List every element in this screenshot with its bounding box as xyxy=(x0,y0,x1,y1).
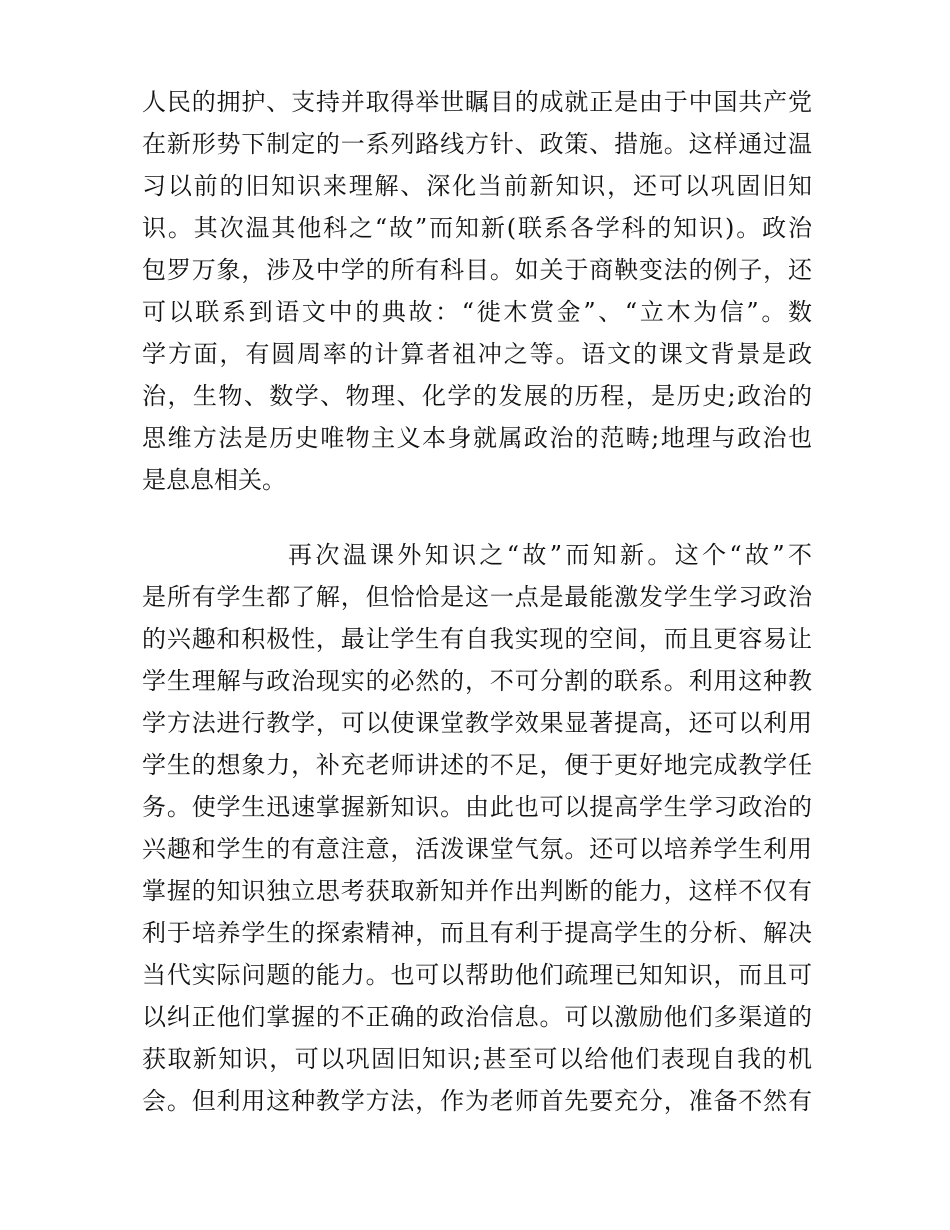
text-line: 学生的想象力，补充老师讲述的不足，便于更好地完成教学任 xyxy=(142,751,812,779)
text-line: 可以联系到语文中的典故：“徙木赏金”、“立木为信”。数 xyxy=(142,298,812,326)
text-line: 治，生物、数学、物理、化学的发展的历程，是历史;政治的 xyxy=(142,382,812,410)
text-line: 在新形势下制定的一系列路线方针、政策、措施。这样通过温 xyxy=(142,130,812,158)
text-line: 务。使学生迅速掌握新知识。由此也可以提高学生学习政治的 xyxy=(142,793,812,821)
text-line: 思维方法是历史唯物主义本身就属政治的范畴;地理与政治也 xyxy=(142,424,812,452)
text-line: 包罗万象，涉及中学的所有科目。如关于商鞅变法的例子，还 xyxy=(142,256,812,284)
text-line: 是息息相关。 xyxy=(142,466,286,494)
text-line: 会。但利用这种教学方法，作为老师首先要充分，准备不然有 xyxy=(142,1087,812,1115)
text-line: 识。其次温其他科之“故”而知新(联系各学科的知识)。政治 xyxy=(142,214,812,242)
paragraph-2 xyxy=(142,534,812,1122)
text-line: 的兴趣和积极性，最让学生有自我实现的空间，而且更容易让 xyxy=(142,625,812,653)
text-line: 习以前的旧知识来理解、深化当前新知识，还可以巩固旧知 xyxy=(142,172,812,200)
text-line: 获取新知识，可以巩固旧知识;甚至可以给他们表现自我的机 xyxy=(142,1045,812,1073)
text-line: 学方法进行教学，可以使课堂教学效果显著提高，还可以利用 xyxy=(142,709,812,737)
text-line: 以纠正他们掌握的不正确的政治信息。可以激励他们多渠道的 xyxy=(142,1003,812,1031)
text-line: 人民的拥护、支持并取得举世瞩目的成就正是由于中国共产党 xyxy=(142,88,812,116)
text-line-indented: 再次温课外知识之“故”而知新。这个“故”不 xyxy=(288,541,812,569)
paragraph-1 xyxy=(142,81,812,501)
text-line: 是所有学生都了解，但恰恰是这一点是最能激发学生学习政治 xyxy=(142,583,812,611)
text-line: 学方面，有圆周率的计算者祖冲之等。语文的课文背景是政 xyxy=(142,340,812,368)
text-line: 利于培养学生的探索精神，而且有利于提高学生的分析、解决 xyxy=(142,919,812,947)
text-line: 兴趣和学生的有意注意，活泼课堂气氛。还可以培养学生利用 xyxy=(142,835,812,863)
text-line: 当代实际问题的能力。也可以帮助他们疏理已知知识，而且可 xyxy=(142,961,812,989)
text-line: 掌握的知识独立思考获取新知并作出判断的能力，这样不仅有 xyxy=(142,877,812,905)
text-line: 学生理解与政治现实的必然的，不可分割的联系。利用这种教 xyxy=(142,667,812,695)
